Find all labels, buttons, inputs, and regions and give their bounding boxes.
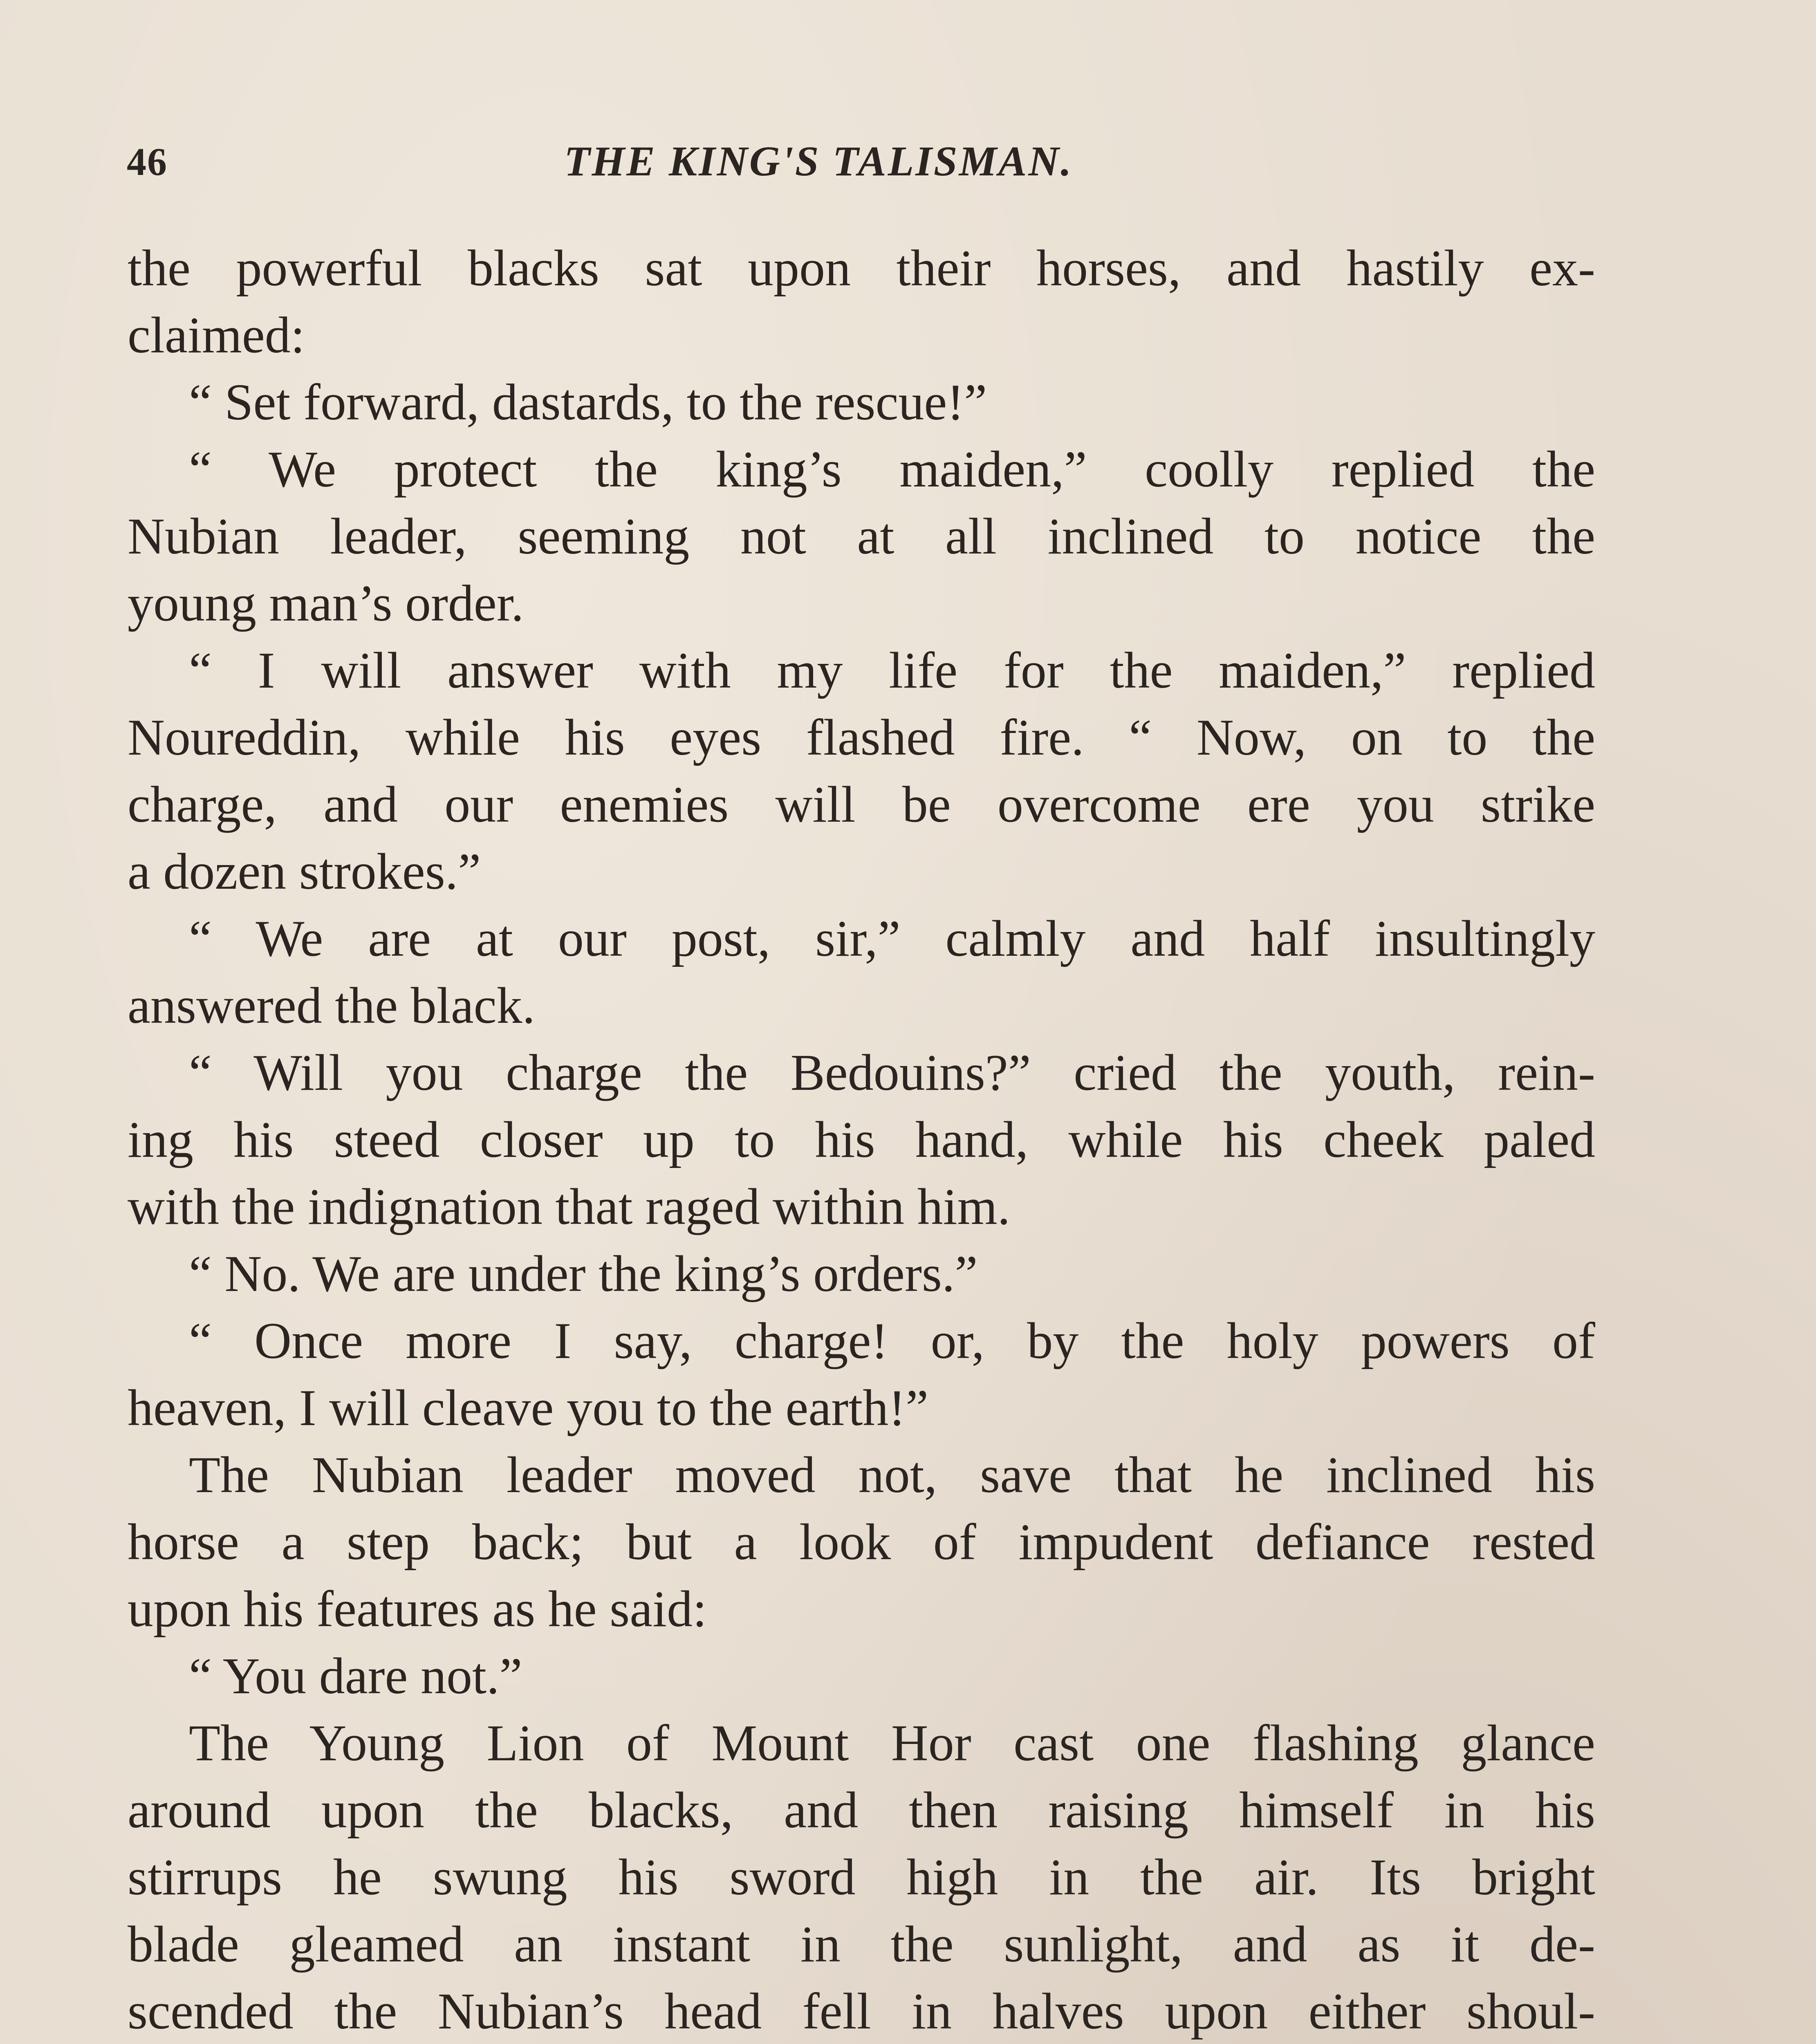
text-line: The Nubian leader moved not, save that he inclined his [189, 1447, 1595, 1504]
text-line: horse a step back; but a look of impudent defiance rested [128, 1514, 1595, 1571]
text-line: stirrups he swung his sword high in the air. Its bright [128, 1849, 1595, 1906]
text-line: a dozen strokes.” [128, 843, 481, 900]
body-text [128, 235, 1595, 2044]
text-line: around upon the blacks, and then raising himself in his [128, 1782, 1595, 1839]
text-line: young man’s order. [128, 575, 524, 632]
text-line: scended the Nubian’s head fell in halves upon either shoul- [128, 1983, 1595, 2040]
text-line: blade gleamed an instant in the sunlight, and as it de- [128, 1916, 1595, 1973]
text-line: “ We protect the king’s maiden,” coolly replied the [189, 441, 1595, 498]
text-line: ing his steed closer up to his hand, while his cheek paled [128, 1112, 1595, 1168]
running-title: THE KING'S TALISMAN. [564, 138, 1073, 185]
text-line: “ I will answer with my life for the maiden,” replied [189, 642, 1595, 699]
text-line: “ Will you charge the Bedouins?” cried the youth, rein- [189, 1044, 1595, 1101]
text-line: “ Once more I say, charge! or, by the holy powers of [189, 1313, 1595, 1369]
text-line: The Young Lion of Mount Hor cast one flashing glance [189, 1715, 1595, 1772]
text-line: Noureddin, while his eyes flashed fire. “ Now, on to the [128, 709, 1595, 766]
text-line: heaven, I will cleave you to the earth!” [128, 1380, 929, 1437]
text-line: the powerful blacks sat upon their horses, and hastily ex- [128, 240, 1595, 297]
text-line: charge, and our enemies will be overcome ere you strike [128, 776, 1595, 833]
text-line: upon his features as he said: [128, 1581, 707, 1638]
text-line: “ Set forward, dastards, to the rescue!” [189, 374, 987, 431]
text-line: answered the black. [128, 977, 536, 1034]
text-line: “ No. We are under the king’s orders.” [189, 1246, 978, 1302]
page-number: 46 [127, 140, 168, 184]
text-line: claimed: [128, 307, 305, 364]
text-line: with the indignation that raged within him. [128, 1179, 1011, 1235]
text-line: Nubian leader, seeming not at all inclined to notice the [128, 508, 1595, 565]
text-line: “ You dare not.” [189, 1648, 522, 1705]
text-line: “ We are at our post, sir,” calmly and half insultingly [189, 910, 1595, 967]
